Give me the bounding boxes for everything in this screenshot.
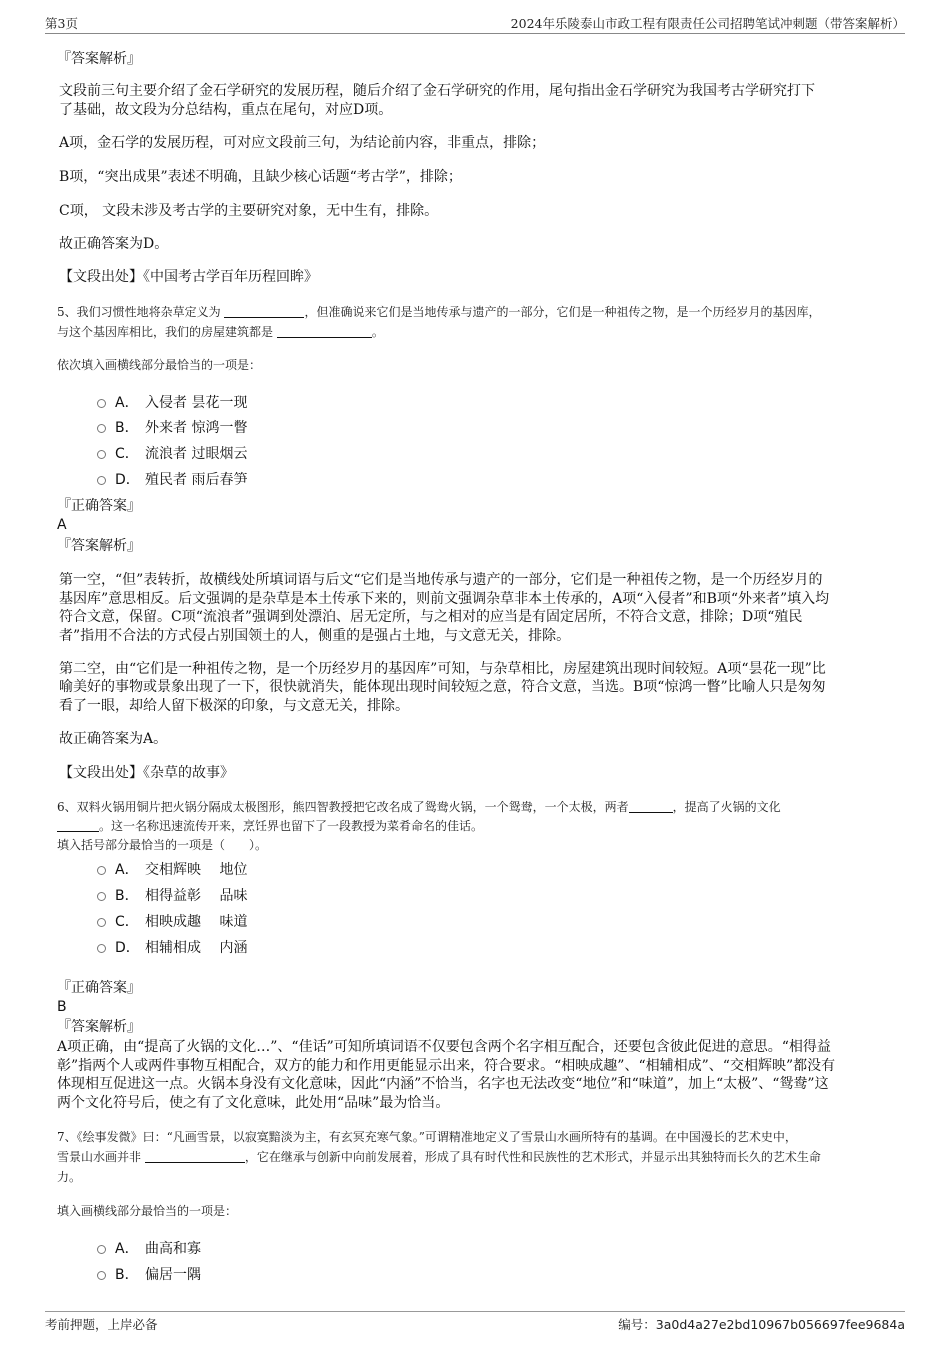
q4-analysis-line: 了基础，故文段为分总结构，重点在尾句，对应D项。 xyxy=(59,102,393,118)
q7-option-b[interactable] xyxy=(97,1264,201,1284)
q5-stem-line xyxy=(57,302,820,322)
option-text: 相辅相成 内涵 xyxy=(145,940,248,956)
q5-option-d[interactable] xyxy=(97,469,247,489)
option-letter: B． xyxy=(115,888,139,904)
q4-conclusion: 故正确答案为D。 xyxy=(59,236,169,252)
radio-icon[interactable] xyxy=(97,476,106,485)
radio-icon[interactable] xyxy=(97,892,106,901)
q6-analysis-line: 两个文化符号后，使之有了文化意味，此处用“品味”最为恰当。 xyxy=(57,1095,450,1111)
q5-correct-answer: A xyxy=(57,517,67,533)
fill-blank xyxy=(277,326,372,338)
option-text: 相映成趣 味道 xyxy=(145,914,248,930)
option-letter: D． xyxy=(115,940,140,956)
radio-icon[interactable] xyxy=(97,918,106,927)
option-text: 殖民者 雨后春笋 xyxy=(145,472,248,488)
q5-analysis-line: 喻美好的事物或景象出现了一下，很快就消失，能体现出现时间较短之意，符合文意，当选。B项“惊鸿一瞥”比喻人只是匆匆 xyxy=(59,679,826,695)
q5-analysis-label: 『答案解析』 xyxy=(57,538,141,554)
q7-option-a[interactable] xyxy=(97,1238,201,1258)
q6-correct-answer: B xyxy=(57,999,67,1015)
q6-analysis-line: 体现相互促进这一点。火锅本身没有文化意味，因此“内涵”不恰当，名字也无法改变“地位”和“味道”，加上“太极”、“鸳鸯”这 xyxy=(57,1076,829,1092)
q6-stem-text: 。这一名称迅速流传开来，烹饪界也留下了一段教授为菜肴命名的佳话。 xyxy=(99,819,484,833)
q7-stem-text: ，它在继承与创新中向前发展着，形成了具有时代性和民族性的艺术形式，并显示出其独特而长久的艺术生命 xyxy=(244,1150,821,1164)
footer-code-label: 编号： xyxy=(618,1317,656,1332)
q6-stem-line xyxy=(57,797,781,817)
q5-analysis-line: 符合文意，保留。C项“流浪者”强调到处漂泊、居无定所，与之相对的应当是有固定居所，不符合文意，排除；D项“殖民 xyxy=(59,609,803,625)
option-letter: A． xyxy=(115,395,139,411)
footer-code xyxy=(618,1315,905,1333)
radio-icon[interactable] xyxy=(97,1271,106,1280)
radio-icon[interactable] xyxy=(97,399,106,408)
q4-analysis-option-a: A项，金石学的发展历程，可对应文段前三句，为结论前内容，非重点，排除； xyxy=(59,135,546,151)
q4-analysis-label: 『答案解析』 xyxy=(57,51,141,67)
q5-analysis-line: 第二空，由“它们是一种祖传之物，是一个历经岁月的基因库”可知，与杂草相比，房屋建筑出现时间较短。A项“昙花一现”比 xyxy=(59,661,826,677)
q6-stem-line xyxy=(57,816,483,836)
q7-instruction: 填入画横线部分最恰当的一项是： xyxy=(57,1204,238,1218)
q4-source: 【文段出处】《中国考古学百年历程回眸》 xyxy=(59,269,318,285)
option-letter: D． xyxy=(115,472,140,488)
q6-option-b[interactable] xyxy=(97,885,247,905)
fill-blank xyxy=(224,306,304,318)
radio-icon[interactable] xyxy=(97,944,106,953)
q5-stem-text: 5、我们习惯性地将杂草定义为 xyxy=(57,305,221,319)
option-letter: A． xyxy=(115,1241,139,1257)
q5-analysis-line: 者”指用不合法的方式侵占别国领土的人，侧重的是强占土地，与文意无关，排除。 xyxy=(59,628,571,644)
q6-analysis-line: 彰”指两个人或两件事物互相配合，双方的能力和作用更能显示出来，符合要求。“相映成趣”、“相辅相成”、“交相辉映”都没有 xyxy=(57,1058,836,1074)
option-letter: B． xyxy=(115,420,139,436)
footer-code-value: 3a0d4a27e2bd10967b056697fee9684a xyxy=(655,1317,905,1332)
option-letter: C． xyxy=(115,446,139,462)
q5-stem-text: ，但准确说来它们是当地传承与遗产的一部分，它们是一种祖传之物，是一个历经岁月的基因库， xyxy=(304,305,821,319)
option-text: 曲高和寡 xyxy=(145,1241,201,1257)
q6-analysis-line: A项正确，由“提高了火锅的文化…”、“佳话”可知所填词语不仅要包含两个名字相互配合，还要包含彼此促进的意思。“相得益 xyxy=(57,1039,831,1055)
q4-analysis-line: 文段前三句主要介绍了金石学研究的发展历程，随后介绍了金石学研究的作用，尾句指出金石学研究为我国考古学研究打下 xyxy=(59,83,815,99)
q7-stem-text: 雪景山水画并非 xyxy=(57,1150,142,1164)
q6-option-c[interactable] xyxy=(97,911,247,931)
q7-stem-line: 7、《绘事发微》曰：“凡画雪景，以寂寞黯淡为主，有玄冥充寒气象。”可谓精准地定义了雪景山水画所特有的基调。在中国漫长的艺术史中， xyxy=(57,1130,797,1144)
q6-correct-label: 『正确答案』 xyxy=(57,980,141,996)
q7-stem-line xyxy=(57,1147,821,1167)
q5-conclusion: 故正确答案为A。 xyxy=(59,731,168,747)
q5-analysis-line: 基因库”意思相反。后文强调的是杂草是本土传承下来的，则前文强调杂草非本土传承的，A项“入侵者”和B项“外来者”填入均 xyxy=(59,591,830,607)
q5-instruction: 依次填入画横线部分最恰当的一项是： xyxy=(57,358,262,372)
q4-analysis-option-c: C项， 文段未涉及考古学的主要研究对象，无中生有，排除。 xyxy=(59,203,439,219)
header-rule xyxy=(45,33,905,34)
fill-blank xyxy=(629,801,673,813)
option-text: 外来者 惊鸿一瞥 xyxy=(145,420,248,436)
option-letter: B． xyxy=(115,1267,139,1283)
q5-option-c[interactable] xyxy=(97,443,247,463)
radio-icon[interactable] xyxy=(97,450,106,459)
q5-option-b[interactable] xyxy=(97,417,247,437)
q5-stem-line xyxy=(57,322,384,342)
radio-icon[interactable] xyxy=(97,1245,106,1254)
q5-analysis-line: 看了一眼，却给人留下极深的印象，与文意无关，排除。 xyxy=(59,698,409,714)
q5-stem-text: 与这个基因库相比，我们的房屋建筑都是 xyxy=(57,325,274,339)
fill-blank xyxy=(57,820,99,832)
fill-blank xyxy=(145,1151,245,1163)
q6-option-d[interactable] xyxy=(97,937,247,957)
q5-source: 【文段出处】《杂草的故事》 xyxy=(59,765,234,781)
q5-correct-label: 『正确答案』 xyxy=(57,498,141,514)
option-letter: C． xyxy=(115,914,139,930)
radio-icon[interactable] xyxy=(97,866,106,875)
q5-option-a[interactable] xyxy=(97,392,247,412)
option-text: 流浪者 过眼烟云 xyxy=(145,446,248,462)
q5-stem-text: 。 xyxy=(371,325,384,339)
option-text: 偏居一隅 xyxy=(145,1267,201,1283)
q6-analysis-label: 『答案解析』 xyxy=(57,1019,141,1035)
footer-slogan: 考前押题，上岸必备 xyxy=(45,1317,158,1332)
q6-option-a[interactable] xyxy=(97,859,247,879)
footer-rule xyxy=(45,1311,905,1312)
option-text: 入侵者 昙花一现 xyxy=(145,395,248,411)
q4-analysis-option-b: B项，“突出成果”表述不明确，且缺少核心话题“考古学”，排除； xyxy=(59,169,462,185)
q6-stem-text: 6、双料火锅用铜片把火锅分隔成太极图形，熊四智教授把它改名成了鸳鸯火锅，一个鸳鸯，一个太极，两者 xyxy=(57,800,629,814)
q5-analysis-line: 第一空，“但”表转折，故横线处所填词语与后文“它们是当地传承与遗产的一部分，它们是一种祖传之物，是一个历经岁月的 xyxy=(59,572,823,588)
page-number: 第3页 xyxy=(45,16,78,31)
q6-stem-text: ，提高了火锅的文化 xyxy=(672,800,781,814)
option-text: 交相辉映 地位 xyxy=(145,862,248,878)
radio-icon[interactable] xyxy=(97,424,106,433)
document-title: 2024年乐陵泰山市政工程有限责任公司招聘笔试冲刺题（带答案解析） xyxy=(510,16,905,31)
option-text: 相得益彰 品味 xyxy=(145,888,248,904)
q7-stem-line: 力。 xyxy=(57,1170,82,1184)
q6-instruction: 填入括号部分最恰当的一项是（ ）。 xyxy=(57,838,268,852)
option-letter: A． xyxy=(115,862,139,878)
